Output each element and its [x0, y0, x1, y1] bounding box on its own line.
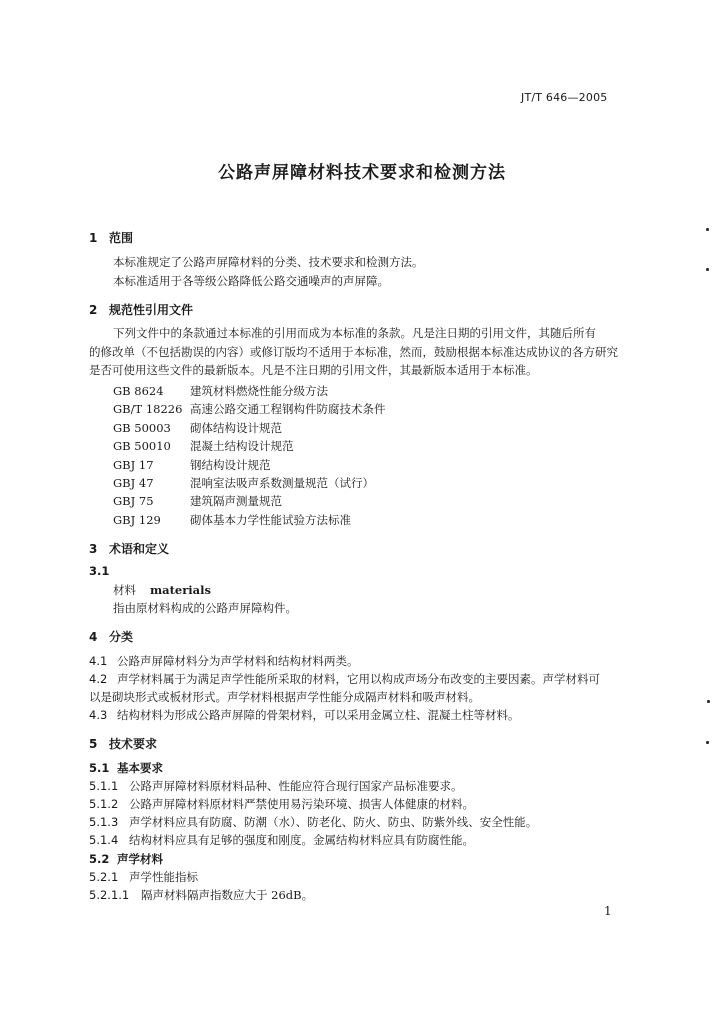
clause-5-1-3: [89, 814, 537, 830]
section-3-heading: [89, 540, 169, 557]
section-title: 技术要求: [109, 737, 158, 751]
clause-5-2-1: [89, 869, 198, 885]
reference-title: 钢结构设计规范: [190, 458, 271, 472]
clause-text: 隔声材料隔声指数应大于 26dB。: [141, 888, 314, 902]
reference-title: 砌体结构设计规范: [190, 421, 282, 435]
clause-text: 公路声屏障材料原材料严禁使用易污染环境、损害人体健康的材料。: [129, 797, 474, 811]
reference-item: [113, 420, 282, 436]
reference-title: 混凝土结构设计规范: [190, 439, 294, 453]
section-number: 2: [89, 303, 98, 317]
clause-5-1-2: [89, 796, 474, 812]
clause-number: 5.1.2: [89, 797, 119, 811]
term-definition: 指由原材料构成的公路声屏障构件。: [113, 601, 297, 615]
clause-number: 4.3: [89, 708, 108, 722]
standard-code: JT/T 646—2005: [521, 91, 608, 104]
reference-item: [113, 457, 271, 473]
document-title: 公路声屏障材料技术要求和检测方法: [218, 163, 506, 183]
section-4-heading: [89, 628, 133, 645]
clause-text: 基本要求: [117, 761, 163, 775]
reference-code: GB 50010: [113, 439, 171, 453]
reference-item: [113, 512, 351, 528]
clause-text: 声学性能指标: [129, 870, 198, 884]
clause-number: 4.2: [89, 672, 108, 686]
section-1-heading: [89, 229, 133, 246]
reference-item: [113, 383, 328, 399]
clause-5-2-1-1: [89, 887, 313, 903]
clause-number: 5.2.1.1: [89, 888, 130, 902]
clause-4-3: [89, 707, 520, 723]
clause-4-2: [89, 671, 600, 687]
reference-title: 砌体基本力学性能试验方法标准: [190, 513, 351, 527]
term-entry: [113, 582, 211, 598]
reference-title: 建筑隔声测量规范: [190, 494, 282, 508]
section-number: 1: [89, 231, 98, 245]
section-2-heading: [89, 301, 193, 318]
clause-5-1: [89, 760, 163, 776]
clause-number: 5.1.1: [89, 779, 119, 793]
scan-speck: [706, 228, 709, 231]
reference-item: [113, 475, 374, 491]
scan-speck: [706, 741, 709, 744]
section-number: 5: [89, 737, 98, 751]
section-title: 分类: [109, 630, 134, 644]
clause-5-1-1: [89, 778, 463, 794]
section-title: 范围: [109, 231, 134, 245]
section-5-heading: [89, 735, 157, 752]
section-title: 规范性引用文件: [109, 303, 194, 317]
clause-number: 5.2.1: [89, 870, 119, 884]
clause-text: 声学材料: [117, 852, 163, 866]
reference-code: GBJ 75: [113, 494, 154, 508]
section-2-paragraph-line: 下列文件中的条款通过本标准的引用而成为本标准的条款。凡是注日期的引用文件，其随后所有: [113, 326, 596, 340]
clause-4-1: [89, 653, 359, 669]
clause-number: 5.1: [89, 761, 110, 775]
reference-code: GBJ 129: [113, 513, 161, 527]
clause-5-1-4: [89, 832, 474, 848]
reference-title: 建筑材料燃烧性能分级方法: [190, 384, 328, 398]
reference-title: 混响室法吸声系数测量规范（试行）: [190, 476, 374, 490]
term-english: materials: [150, 583, 211, 597]
section-2-paragraph-line: 的修改单（不包括勘误的内容）或修订版均不适用于本标准，然而，鼓励根据本标准达成协议的各方研究: [89, 345, 618, 359]
clause-number: 5.2: [89, 852, 110, 866]
reference-code: GB 50003: [113, 421, 171, 435]
page-number: 1: [604, 904, 612, 918]
clause-number: 4.1: [89, 654, 108, 668]
reference-item: [113, 493, 282, 509]
scan-speck: [707, 700, 710, 703]
reference-code: GBJ 47: [113, 476, 154, 490]
subsection-number: 3.1: [89, 564, 110, 578]
clause-text: 声学材料应具有防腐、防潮（水）、防老化、防火、防虫、防紫外线、安全性能。: [129, 815, 538, 829]
clause-number: 5.1.3: [89, 815, 119, 829]
reference-code: GB 8624: [113, 384, 164, 398]
clause-text: 公路声屏障材料原材料品种、性能应符合现行国家产品标准要求。: [129, 779, 463, 793]
scan-speck: [706, 268, 709, 271]
section-2-paragraph-line: 是否可使用这些文件的最新版本。凡是不注日期的引用文件，其最新版本适用于本标准。: [89, 363, 538, 377]
reference-code: GBJ 17: [113, 458, 154, 472]
reference-title: 高速公路交通工程钢构件防腐技术条件: [190, 402, 386, 416]
clause-text: 结构材料应具有足够的强度和刚度。金属结构材料应具有防腐性能。: [129, 833, 474, 847]
clause-number: 5.1.4: [89, 833, 119, 847]
section-1-paragraph-2: 本标准适用于各等级公路降低公路交通噪声的声屏障。: [113, 274, 389, 288]
clause-4-2-continuation: 以是砌块形式或板材形式。声学材料根据声学性能分成隔声材料和吸声材料。: [89, 690, 480, 704]
clause-text: 声学材料属于为满足声学性能所采取的材料，它用以构成声场分布改变的主要因素。声学材料可: [117, 672, 600, 686]
clause-text: 结构材料为形成公路声屏障的骨架材料，可以采用金属立柱、混凝土柱等材料。: [117, 708, 520, 722]
section-title: 术语和定义: [109, 542, 170, 556]
clause-text: 公路声屏障材料分为声学材料和结构材料两类。: [117, 654, 359, 668]
term-chinese: 材料: [113, 583, 136, 597]
section-1-paragraph-1: 本标准规定了公路声屏障材料的分类、技术要求和检测方法。: [113, 255, 424, 269]
reference-item: [113, 438, 294, 454]
section-number: 4: [89, 630, 98, 644]
clause-5-2: [89, 851, 163, 867]
reference-item: [113, 401, 386, 417]
reference-code: GB/T 18226: [113, 402, 183, 416]
section-number: 3: [89, 542, 98, 556]
